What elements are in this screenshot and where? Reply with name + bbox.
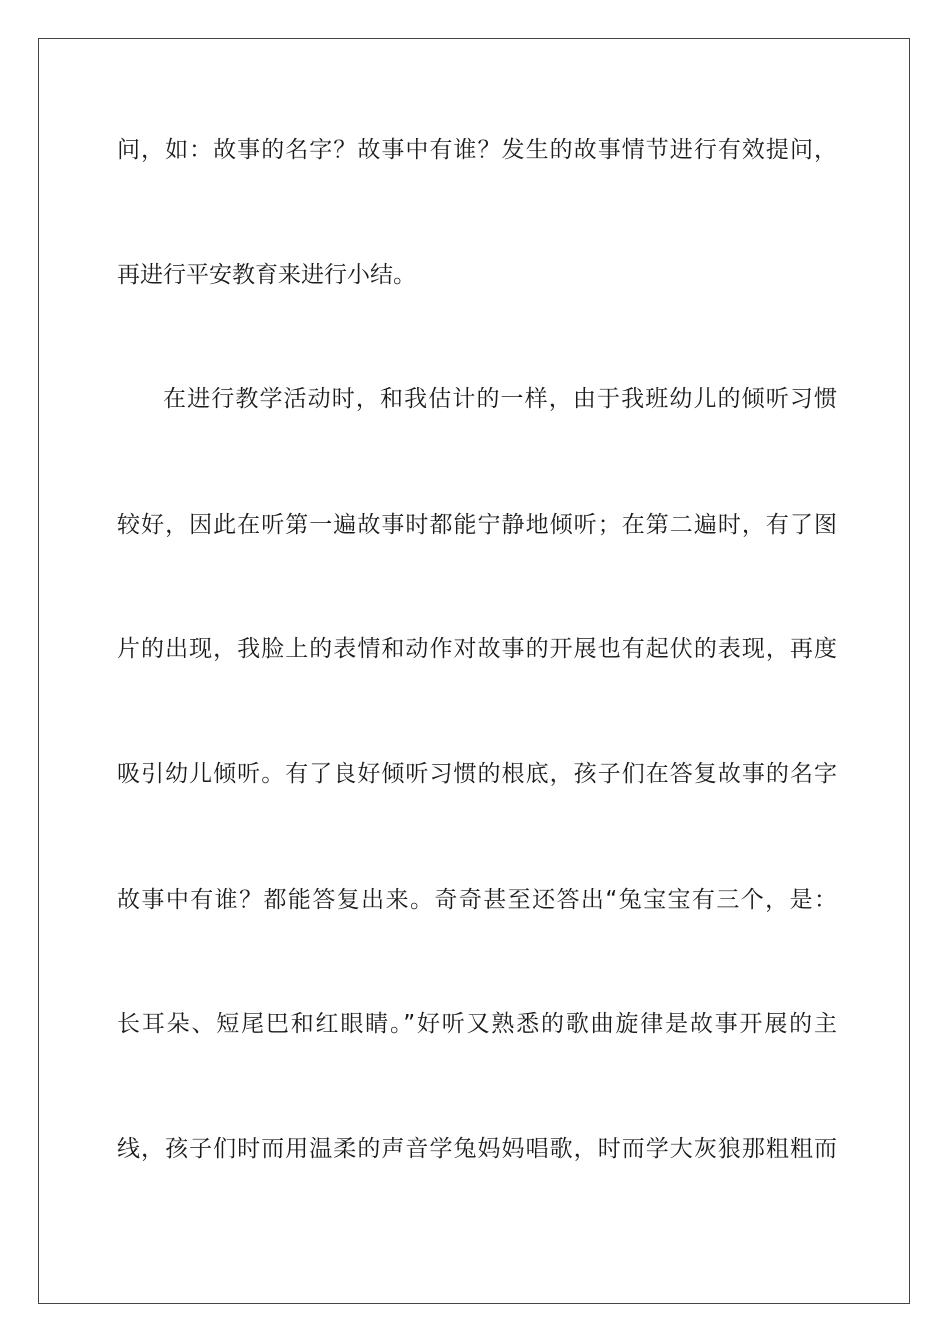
text-line-3: 在进行教学活动时，和我估计的一样，由于我班幼儿的倾听习惯 — [163, 386, 837, 412]
text-line-9: 线，孩子们时而用温柔的声音学兔妈妈唱歌，时而学大灰狼那粗粗而 — [117, 1136, 837, 1162]
text-line-6: 吸引幼儿倾听。有了良好倾听习惯的根底，孩子们在答复故事的名字 — [117, 761, 837, 787]
text-line-7: 故事中有谁？都能答复出来。奇奇甚至还答出“兔宝宝有三个，是： — [117, 887, 837, 913]
text-line-4: 较好，因此在听第一遍故事时都能宁静地倾听；在第二遍时，有了图 — [117, 512, 837, 538]
text-line-2: 再进行平安教育来进行小结。 — [117, 262, 416, 288]
text-line-1: 问，如：故事的名字？故事中有谁？发生的故事情节进行有效提问， — [117, 137, 837, 163]
page-border — [38, 38, 910, 1304]
text-line-5: 片的出现，我脸上的表情和动作对故事的开展也有起伏的表现，再度 — [117, 636, 837, 662]
text-line-8: 长耳朵、短尾巴和红眼睛。”好听又熟悉的歌曲旋律是故事开展的主 — [117, 1011, 837, 1037]
